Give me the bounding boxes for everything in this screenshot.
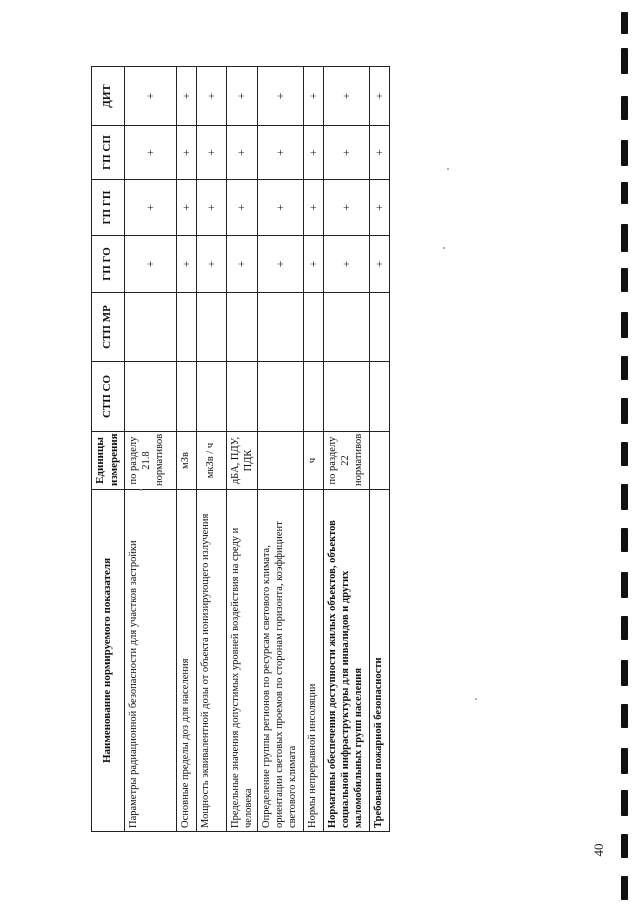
row-unit: по разделу 22 нормативов	[323, 432, 369, 490]
row-c4: +	[196, 180, 226, 236]
scan-edge-mark	[621, 572, 628, 598]
scan-edge-mark	[621, 182, 628, 204]
scan-edge-mark	[621, 704, 628, 728]
row-c4: +	[323, 180, 369, 236]
row-c1	[257, 362, 303, 432]
row-c6: +	[303, 67, 323, 126]
header-c3: ГП ГО	[92, 236, 125, 293]
row-c5: +	[257, 126, 303, 180]
scan-edge-mark	[621, 312, 628, 338]
row-c3: +	[124, 236, 176, 293]
table-row	[196, 67, 226, 832]
header-c1: СТП СО	[92, 362, 125, 432]
row-c5: +	[124, 126, 176, 180]
row-c3: +	[369, 236, 389, 293]
row-c6: +	[226, 67, 257, 126]
scan-edge-mark	[621, 876, 628, 900]
table-row	[176, 67, 196, 832]
row-name: Определение группы регионов по ресурсам светового климата, ориентации световых проемов по сторонам горизонта, коэффициент светового климата	[257, 490, 303, 832]
row-name: Нормы непрерывной инсоляции	[303, 490, 323, 832]
row-c6: +	[323, 67, 369, 126]
row-c1	[176, 362, 196, 432]
row-c5: +	[323, 126, 369, 180]
row-c3: +	[303, 236, 323, 293]
scan-edge-mark	[621, 528, 628, 552]
norms-table	[91, 66, 390, 832]
row-c4: +	[124, 180, 176, 236]
row-c4: +	[257, 180, 303, 236]
row-name: Нормативы обеспечения доступности жилых объектов, объектов социальной инфраструктуры для инвалидов и других маломобильных групп населения	[323, 490, 369, 832]
row-name: Требования пожарной безопасности	[369, 490, 389, 832]
row-c4: +	[176, 180, 196, 236]
header-name: Наименование нормируемого показателя	[92, 490, 125, 832]
scan-edge-mark	[621, 748, 628, 774]
row-c6: +	[369, 67, 389, 126]
header-c5: ГП СП	[92, 126, 125, 180]
row-c2	[323, 293, 369, 362]
row-c3: +	[226, 236, 257, 293]
scan-edge-mark	[621, 356, 628, 380]
row-unit: по разделу 21.8 нормативов	[124, 432, 176, 490]
row-unit: мкЗв / ч	[196, 432, 226, 490]
row-name: Мощность эквивалентной дозы от объекта ионизирующего излучения	[196, 490, 226, 832]
row-c2	[226, 293, 257, 362]
row-c6: +	[124, 67, 176, 126]
table-row	[226, 67, 257, 832]
row-c6: +	[196, 67, 226, 126]
row-unit: дБА, ПДУ, ПДК	[226, 432, 257, 490]
header-c4: ГП ГП	[92, 180, 125, 236]
header-unit: Единицы измерения	[92, 432, 125, 490]
scan-edge-mark	[621, 790, 628, 816]
scan-speck	[443, 247, 445, 249]
row-c1	[124, 362, 176, 432]
row-c2	[176, 293, 196, 362]
scan-edge-mark	[621, 12, 628, 34]
row-unit	[369, 432, 389, 490]
row-c3: +	[196, 236, 226, 293]
table-header-row	[92, 67, 125, 832]
row-c5: +	[176, 126, 196, 180]
row-c6: +	[257, 67, 303, 126]
header-c2: СТП МР	[92, 293, 125, 362]
row-c2	[257, 293, 303, 362]
scan-edge-mark	[621, 660, 628, 686]
row-c1	[369, 362, 389, 432]
row-c6: +	[176, 67, 196, 126]
row-unit	[257, 432, 303, 490]
scan-edge-mark	[621, 484, 628, 510]
row-c4: +	[226, 180, 257, 236]
row-c2	[196, 293, 226, 362]
row-c5: +	[196, 126, 226, 180]
table-row	[303, 67, 323, 832]
scan-speck	[447, 168, 449, 170]
row-c1	[196, 362, 226, 432]
scan-edge-mark	[621, 268, 628, 292]
scan-edge-mark	[621, 616, 628, 640]
row-name: Предельные значения допустимых уровней воздействия на среду и человека	[226, 490, 257, 832]
scan-edge-mark	[621, 224, 628, 252]
table-row	[323, 67, 369, 832]
row-c1	[226, 362, 257, 432]
table-row	[257, 67, 303, 832]
scan-speck	[475, 698, 477, 700]
row-c3: +	[176, 236, 196, 293]
scan-edge-mark	[621, 442, 628, 466]
scan-edge-mark	[621, 140, 628, 166]
row-c5: +	[226, 126, 257, 180]
row-unit: ч	[303, 432, 323, 490]
row-c3: +	[257, 236, 303, 293]
row-c1	[323, 362, 369, 432]
row-c4: +	[303, 180, 323, 236]
row-c2	[303, 293, 323, 362]
header-c6: ДИТ	[92, 67, 125, 126]
row-unit: мЗв	[176, 432, 196, 490]
row-c5: +	[303, 126, 323, 180]
scan-edge-mark	[621, 48, 628, 74]
table-row	[369, 67, 389, 832]
page-number: 40	[591, 843, 606, 857]
row-c2	[369, 293, 389, 362]
scan-speck	[140, 489, 142, 491]
row-c3: +	[323, 236, 369, 293]
row-name: Основные пределы доз для населения	[176, 490, 196, 832]
rotated-table-container	[91, 67, 386, 832]
row-c2	[124, 293, 176, 362]
scan-edge-mark	[621, 96, 628, 120]
row-name: Параметры радиационной безопасности для участков застройки	[124, 490, 176, 832]
scan-edge-mark	[621, 398, 628, 424]
table-row	[124, 67, 176, 832]
row-c1	[303, 362, 323, 432]
row-c5: +	[369, 126, 389, 180]
scan-edge-mark	[621, 834, 628, 858]
row-c4: +	[369, 180, 389, 236]
